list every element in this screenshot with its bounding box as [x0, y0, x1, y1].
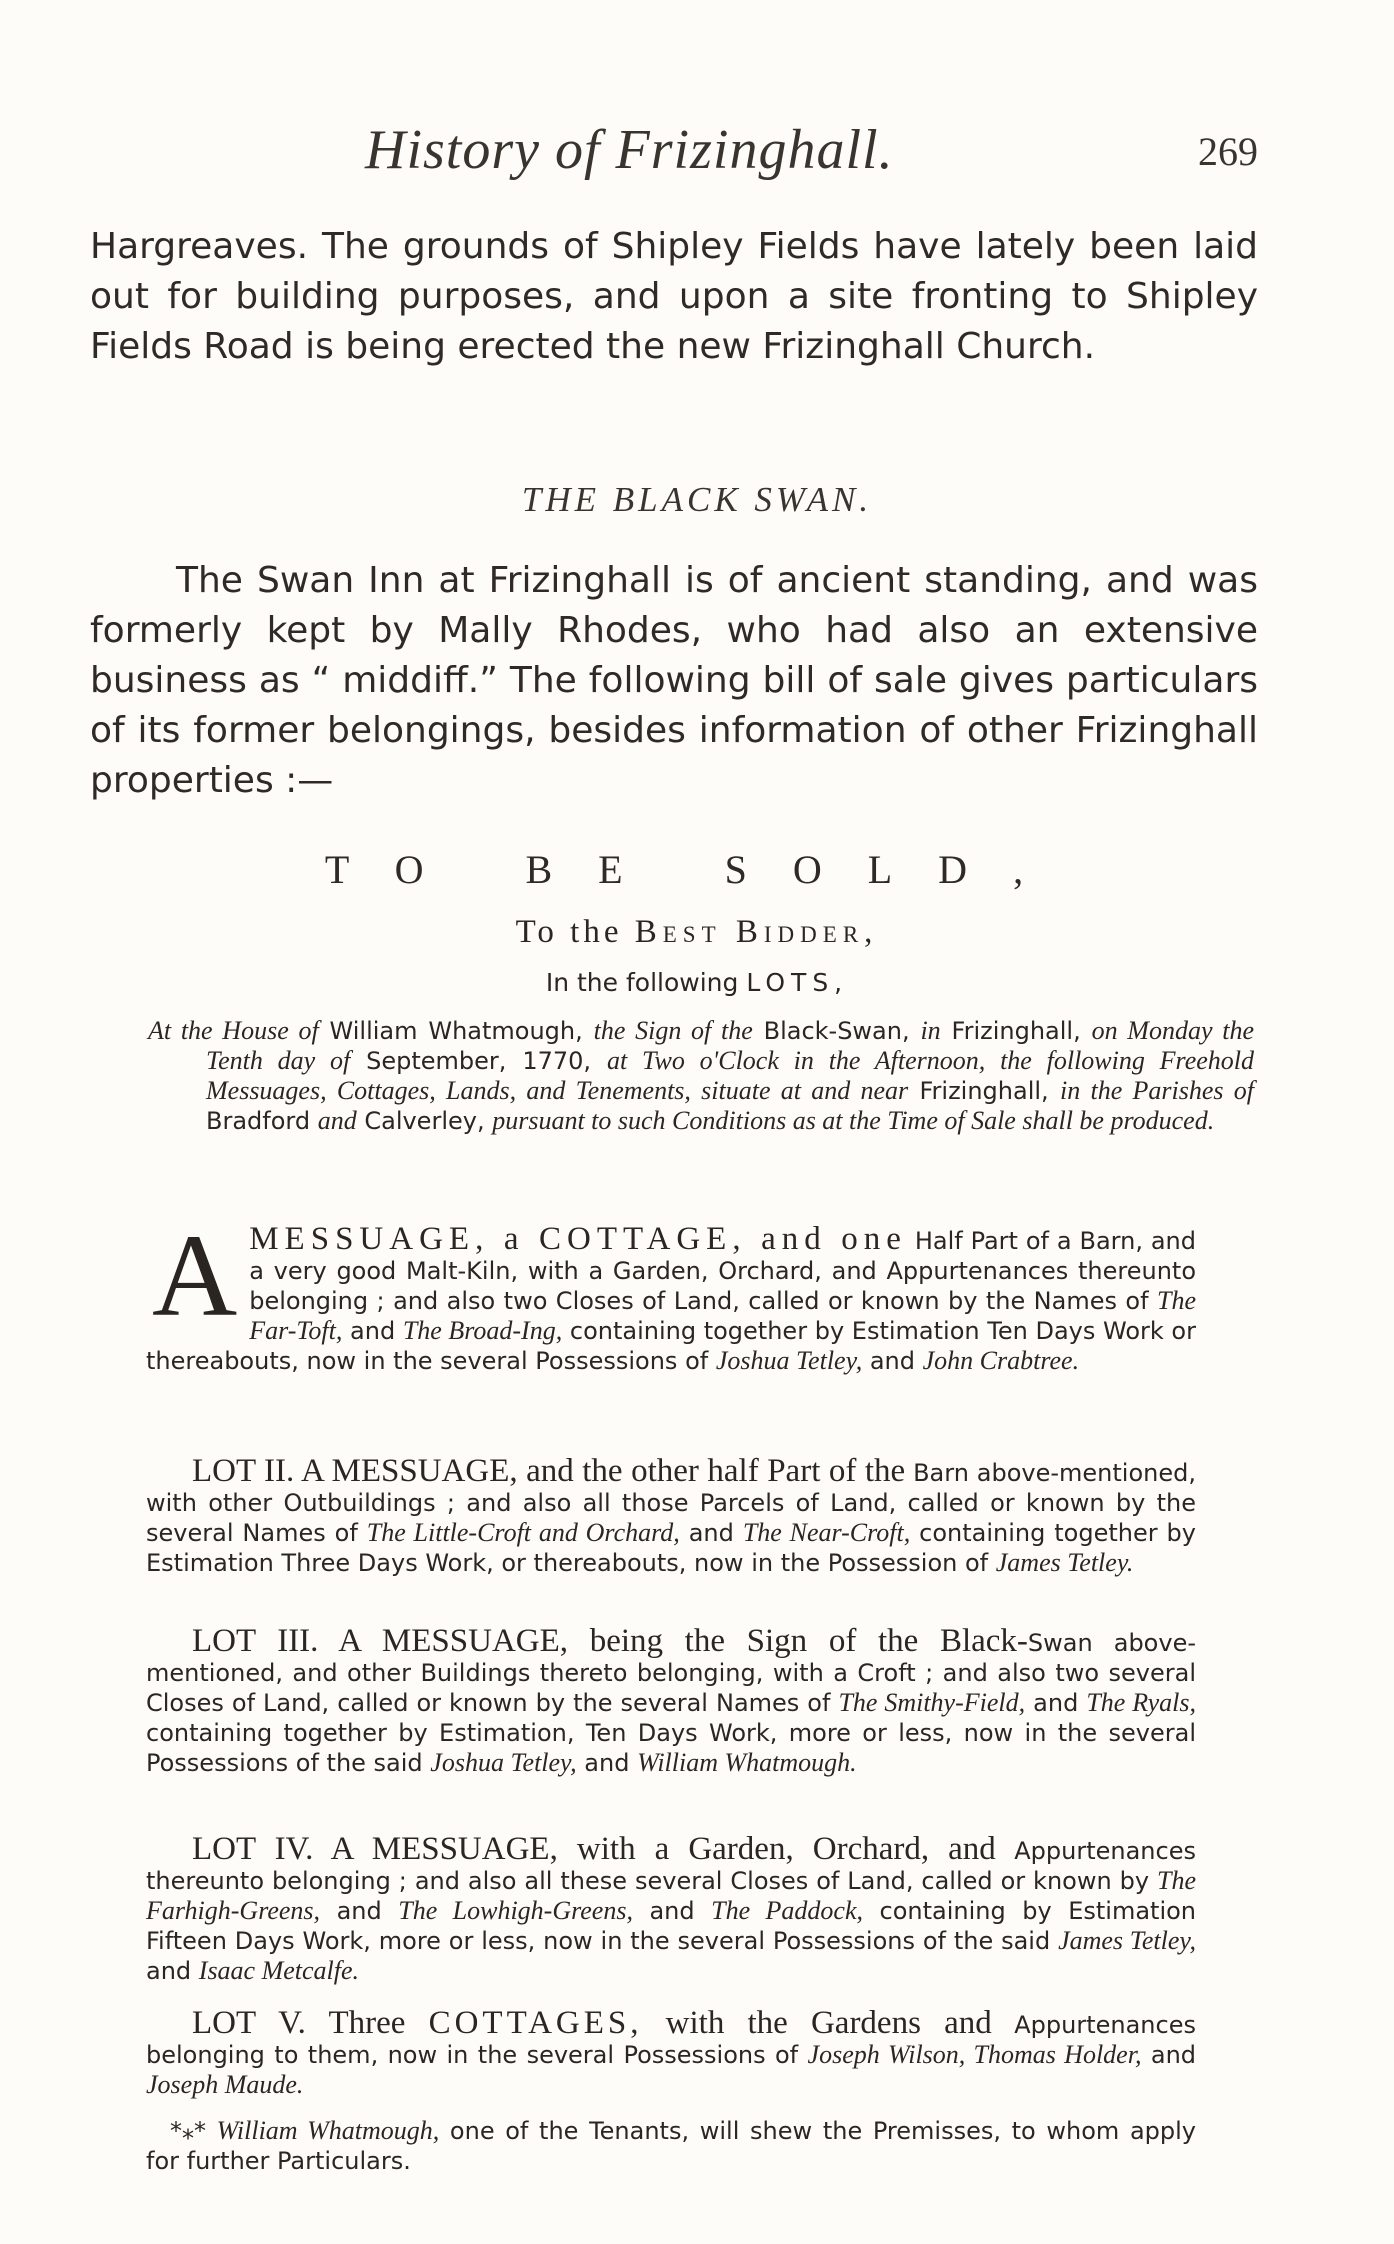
- notice-part: the Sign of the: [593, 1016, 753, 1045]
- notice-part: Calverley,: [356, 1107, 493, 1135]
- lot-5-text: and: [1141, 2041, 1197, 2069]
- lot-5-lead-cottages: COTTAGES,: [428, 2005, 643, 2041]
- notice-part: and: [317, 1106, 357, 1135]
- best-bidder: Best Bidder,: [634, 914, 879, 950]
- notice-part: on Monday the Tenth day of: [206, 1016, 1254, 1075]
- notice-part: in the Parishes of: [1060, 1076, 1254, 1105]
- lot-2-italic: The Near-Croft,: [742, 1518, 911, 1547]
- lot-4-text: Appurtenances thereunto belonging ; and also all these several Closes of Land, called or known by: [146, 1837, 1196, 1895]
- lot-3-text: Swan above-mentioned, and other Buildings thereto belonging, with a Croft ; and also two several Closes of Land, called or known by the several Names of: [146, 1629, 1196, 1717]
- asterism: *⁎*: [170, 2117, 206, 2145]
- notice-part: at Two o'Clock in the Afternoon, the following Freehold Messuages, Cottages, Lands, and Tenements, situate at and near: [206, 1046, 1254, 1105]
- page-number: 269: [1198, 129, 1258, 174]
- lot-5-lead: LOT V. Three: [192, 2005, 429, 2041]
- lot-2-text: Barn above-mentioned, with other Outbuildings ; and also all those Parcels of Land, called or known by the several Names of: [146, 1459, 1196, 1547]
- lot-2-italic: James Tetley.: [995, 1548, 1134, 1577]
- lot-1-text: and: [342, 1317, 403, 1345]
- running-head: [0, 118, 1394, 188]
- sale-notice: [148, 1016, 1254, 1136]
- lot-4-italic: The Lowhigh-Greens,: [398, 1896, 633, 1925]
- lot-3-italic: William Whatmough.: [637, 1748, 857, 1777]
- lot-2-lead: LOT II. A MESSUAGE, and the other half Part of the: [192, 1453, 906, 1489]
- lot-4-italic: Isaac Metcalfe.: [198, 1956, 360, 1985]
- sale-subheading: [0, 914, 1394, 951]
- notice-part: September, 1770,: [350, 1047, 607, 1075]
- lot-1: [146, 1210, 1196, 1376]
- lot-3-text: containing together by Estimation, Ten Days Work, more or less, now in the several Possessions of the said: [146, 1719, 1196, 1777]
- lot-4-text: and: [146, 1957, 199, 1985]
- notice-part: Black-Swan,: [752, 1017, 921, 1045]
- notice-part: Bradford: [206, 1107, 318, 1135]
- lot-3-italic: Joshua Tetley,: [430, 1748, 577, 1777]
- lot-3-italic: The Ryals,: [1086, 1688, 1197, 1717]
- sale-lots-line: [0, 968, 1394, 997]
- lot-5-italic: Joseph Wilson, Thomas Holder,: [807, 2040, 1142, 2069]
- notice-part: At the House of: [148, 1016, 319, 1045]
- lot-4-text: and: [320, 1897, 399, 1925]
- lot-3-italic: The Smithy-Field,: [838, 1688, 1026, 1717]
- lots-word: LOTS,: [746, 968, 849, 997]
- lot-4: [146, 1831, 1197, 1986]
- notice-part: Frizinghall,: [908, 1077, 1061, 1105]
- lot-2: [146, 1453, 1196, 1578]
- sale-heading: TO BE SOLD,: [324, 847, 1070, 892]
- lot-4-text: containing by Estimation Fifteen Days Work, more or less, now in the several Possessions of the said: [146, 1897, 1197, 1955]
- notice-part: Frizinghall,: [940, 1017, 1092, 1045]
- lot-4-italic: The Farhigh-Greens,: [146, 1866, 1196, 1925]
- lot-1-italic: The Far-Toft,: [249, 1286, 1196, 1345]
- lot-1-text: Half Part of a Barn, and a very good Malt-Kiln, with a Garden, Orchard, and Appurtenances thereunto belonging ; and also two Closes of Land, called or known by the Names of: [249, 1227, 1196, 1315]
- notice-part: in: [920, 1016, 941, 1045]
- lot-1-text: containing together by Estimation Ten Days Work or thereabouts, now in the several Possessions of: [146, 1317, 1196, 1375]
- lot-3-lead: LOT III. A MESSUAGE, being the Sign of the Black-: [192, 1623, 1028, 1659]
- lot-2-text: containing together by Estimation Three Days Work, or thereabouts, now in the Possession of: [146, 1519, 1196, 1577]
- lot-5-lead-end: with the Gardens and: [642, 2005, 992, 2041]
- lot-3-text: and: [576, 1749, 638, 1777]
- paragraph-shipley-fields: Hargreaves. The grounds of Shipley Fields have lately been laid out for building purposes, and upon a site fronting to Shipley Fields Road is being erected the new Frizinghall Church.: [90, 226, 1258, 367]
- notice-part: pursuant to such Conditions as at the Time of Sale shall be produced.: [492, 1106, 1215, 1135]
- sale-sub2-a: In the following: [545, 968, 747, 997]
- notice-part: William Whatmough,: [318, 1017, 594, 1045]
- lot-3: [146, 1623, 1197, 1778]
- lot-2-text: and: [679, 1519, 743, 1547]
- lot-4-italic: James Tetley,: [1058, 1926, 1196, 1955]
- drop-cap: A: [152, 1210, 238, 1341]
- lot-4-lead: LOT IV. A MESSUAGE, with a Garden, Orchard, and: [192, 1831, 996, 1867]
- lot-4-text: and: [632, 1897, 712, 1925]
- lot-2-italic: The Little-Croft and Orchard,: [366, 1518, 680, 1547]
- note-text: one of the Tenants, will shew the Premisses, to whom apply for further Particulars.: [146, 2117, 1196, 2175]
- lot-1-italic: Joshua Tetley,: [715, 1346, 863, 1375]
- paragraph-swan-inn: The Swan Inn at Frizinghall is of ancient standing, and was formerly kept by Mally Rhodes, who had also an extensive business as “ middiff.” The following bill of sale gives particulars of its former belongings, besides information of other Frizinghall properties :—: [90, 560, 1258, 801]
- lot-5-text: Appurtenances belonging to them, now in the several Possessions of: [146, 2011, 1196, 2069]
- lot-1-text: and: [862, 1347, 923, 1375]
- note-italic: William Whatmough,: [216, 2116, 440, 2145]
- lot-5-italic: Joseph Maude.: [146, 2070, 304, 2099]
- lot-1-italic: The Broad-Ing,: [402, 1316, 563, 1345]
- running-head-title: History of Frizinghall.: [365, 119, 894, 181]
- lot-4-italic: The Paddock,: [711, 1896, 864, 1925]
- lot-1-italic: John Crabtree.: [922, 1346, 1080, 1375]
- section-title: THE BLACK SWAN.: [521, 480, 873, 519]
- sale-sub1-a: To the: [515, 914, 635, 950]
- lot-1-lead: MESSUAGE, a COTTAGE, and one: [249, 1221, 907, 1257]
- closing-note: [146, 2116, 1196, 2176]
- lot-3-text: and: [1025, 1689, 1087, 1717]
- lot-5: [146, 2005, 1197, 2100]
